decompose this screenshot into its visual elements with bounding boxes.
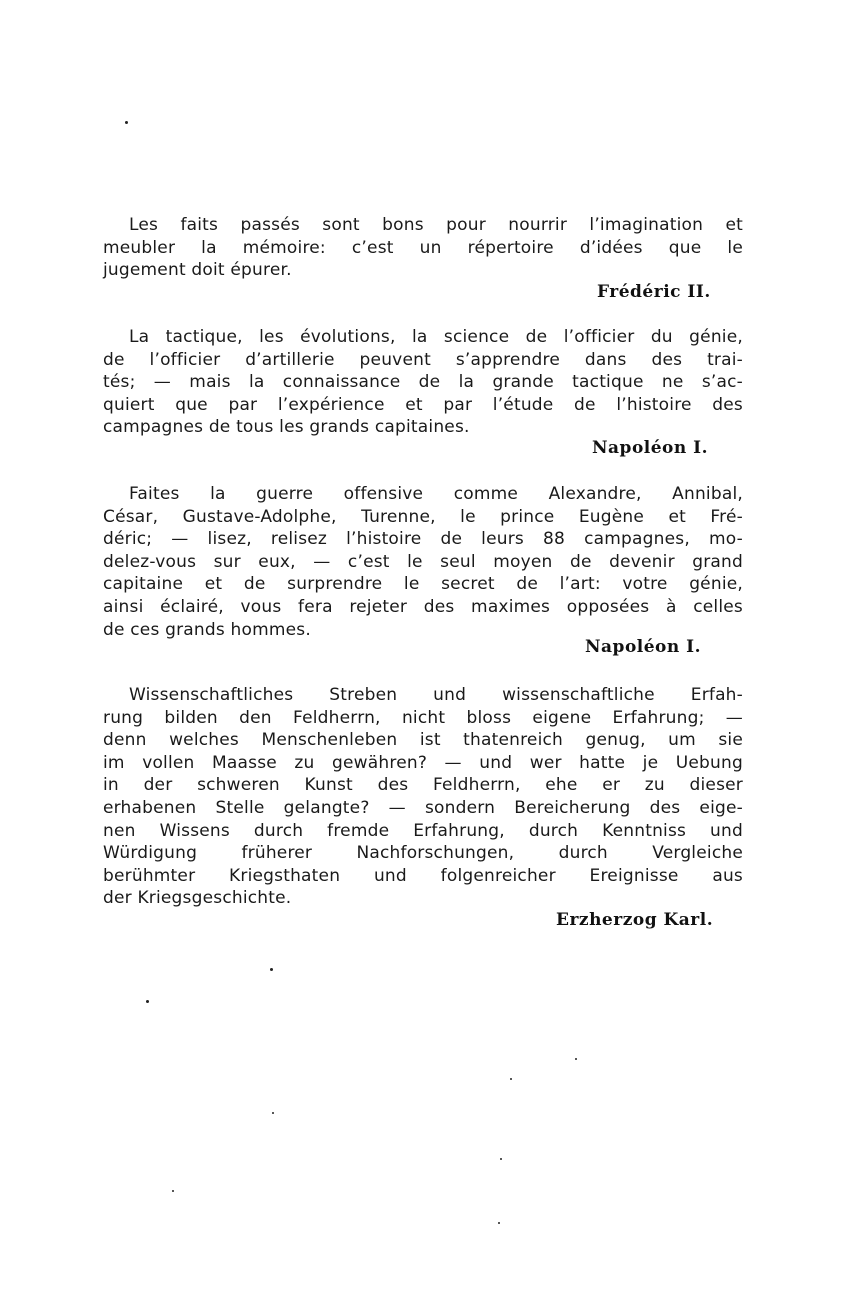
quote-line: de ces grands hommes. [103,619,311,640]
scan-speck [500,1158,502,1160]
quote-line: Les faits passés sont bons pour nourrir l’imagination et [129,215,743,235]
scan-speck [146,1000,149,1003]
quote-text [103,483,743,641]
quote-line: im vollen Maasse zu gewähren? — und wer hatte je Uebung [103,752,743,773]
quote-text [103,326,743,439]
quote-line: Wissenschaftliches Streben und wissenschaftliche Erfah- [129,685,743,705]
quote-line: déric; — lisez, relisez l’histoire de leurs 88 campagnes, mo- [103,529,743,550]
scan-speck [272,1112,274,1114]
quote-line: rung bilden den Feldherrn, nicht bloss eigene Erfahrung; — [103,707,743,728]
quote-line: Faites la guerre offensive comme Alexandre, Annibal, [129,484,743,504]
quote-line: nen Wissens durch fremde Erfahrung, durch Kenntniss und [103,820,743,841]
attribution-frederic: Frédéric II. [597,282,711,302]
quote-line: denn welches Menschenleben ist thatenreich genug, um sie [103,730,743,751]
quote-line: meubler la mémoire: c’est un répertoire d’idées que le [103,237,743,258]
quote-text [103,684,743,910]
quote-line: Würdigung früherer Nachforschungen, durch Vergleiche [103,843,743,864]
quote-line: in der schweren Kunst des Feldherrn, ehe er zu dieser [103,775,743,796]
scan-speck [125,121,128,124]
quote-napoleon-1 [103,326,743,439]
quote-line: berühmter Kriegsthaten und folgenreicher Ereignisse aus [103,865,743,886]
quote-frederic [103,214,743,282]
scan-speck [498,1222,500,1224]
quote-line: La tactique, les évolutions, la science de l’officier du génie, [129,327,743,347]
quote-line: jugement doit épurer. [103,260,292,281]
quote-line: quiert que par l’expérience et par l’étude de l’histoire des [103,394,743,415]
quote-line: tés; — mais la connaissance de la grande tactique ne s’ac- [103,372,743,393]
scan-speck [172,1190,174,1192]
attribution-napoleon-2: Napoléon I. [585,637,702,657]
quote-line: der Kriegsgeschichte. [103,888,292,909]
attribution-erzherzog-karl: Erzherzog Karl. [556,910,714,930]
scan-speck [510,1078,512,1080]
quote-napoleon-2 [103,483,743,641]
quote-text [103,214,743,282]
quote-line: campagnes de tous les grands capitaines. [103,417,470,438]
quote-line: capitaine et de surprendre le secret de l’art: votre génie, [103,574,743,595]
quote-line: erhabenen Stelle gelangte? — sondern Bereicherung des eige- [103,797,743,818]
scan-speck [575,1058,577,1060]
quote-erzherzog-karl [103,684,743,910]
quote-line: delez-vous sur eux, — c’est le seul moyen de devenir grand [103,551,743,572]
quote-line: de l’officier d’artillerie peuvent s’apprendre dans des trai- [103,349,743,370]
quote-line: César, Gustave-Adolphe, Turenne, le prince Eugène et Fré- [103,506,743,527]
attribution-napoleon-1: Napoléon I. [592,438,709,458]
scan-speck [270,968,273,971]
quote-line: ainsi éclairé, vous fera rejeter des maximes opposées à celles [103,596,743,617]
